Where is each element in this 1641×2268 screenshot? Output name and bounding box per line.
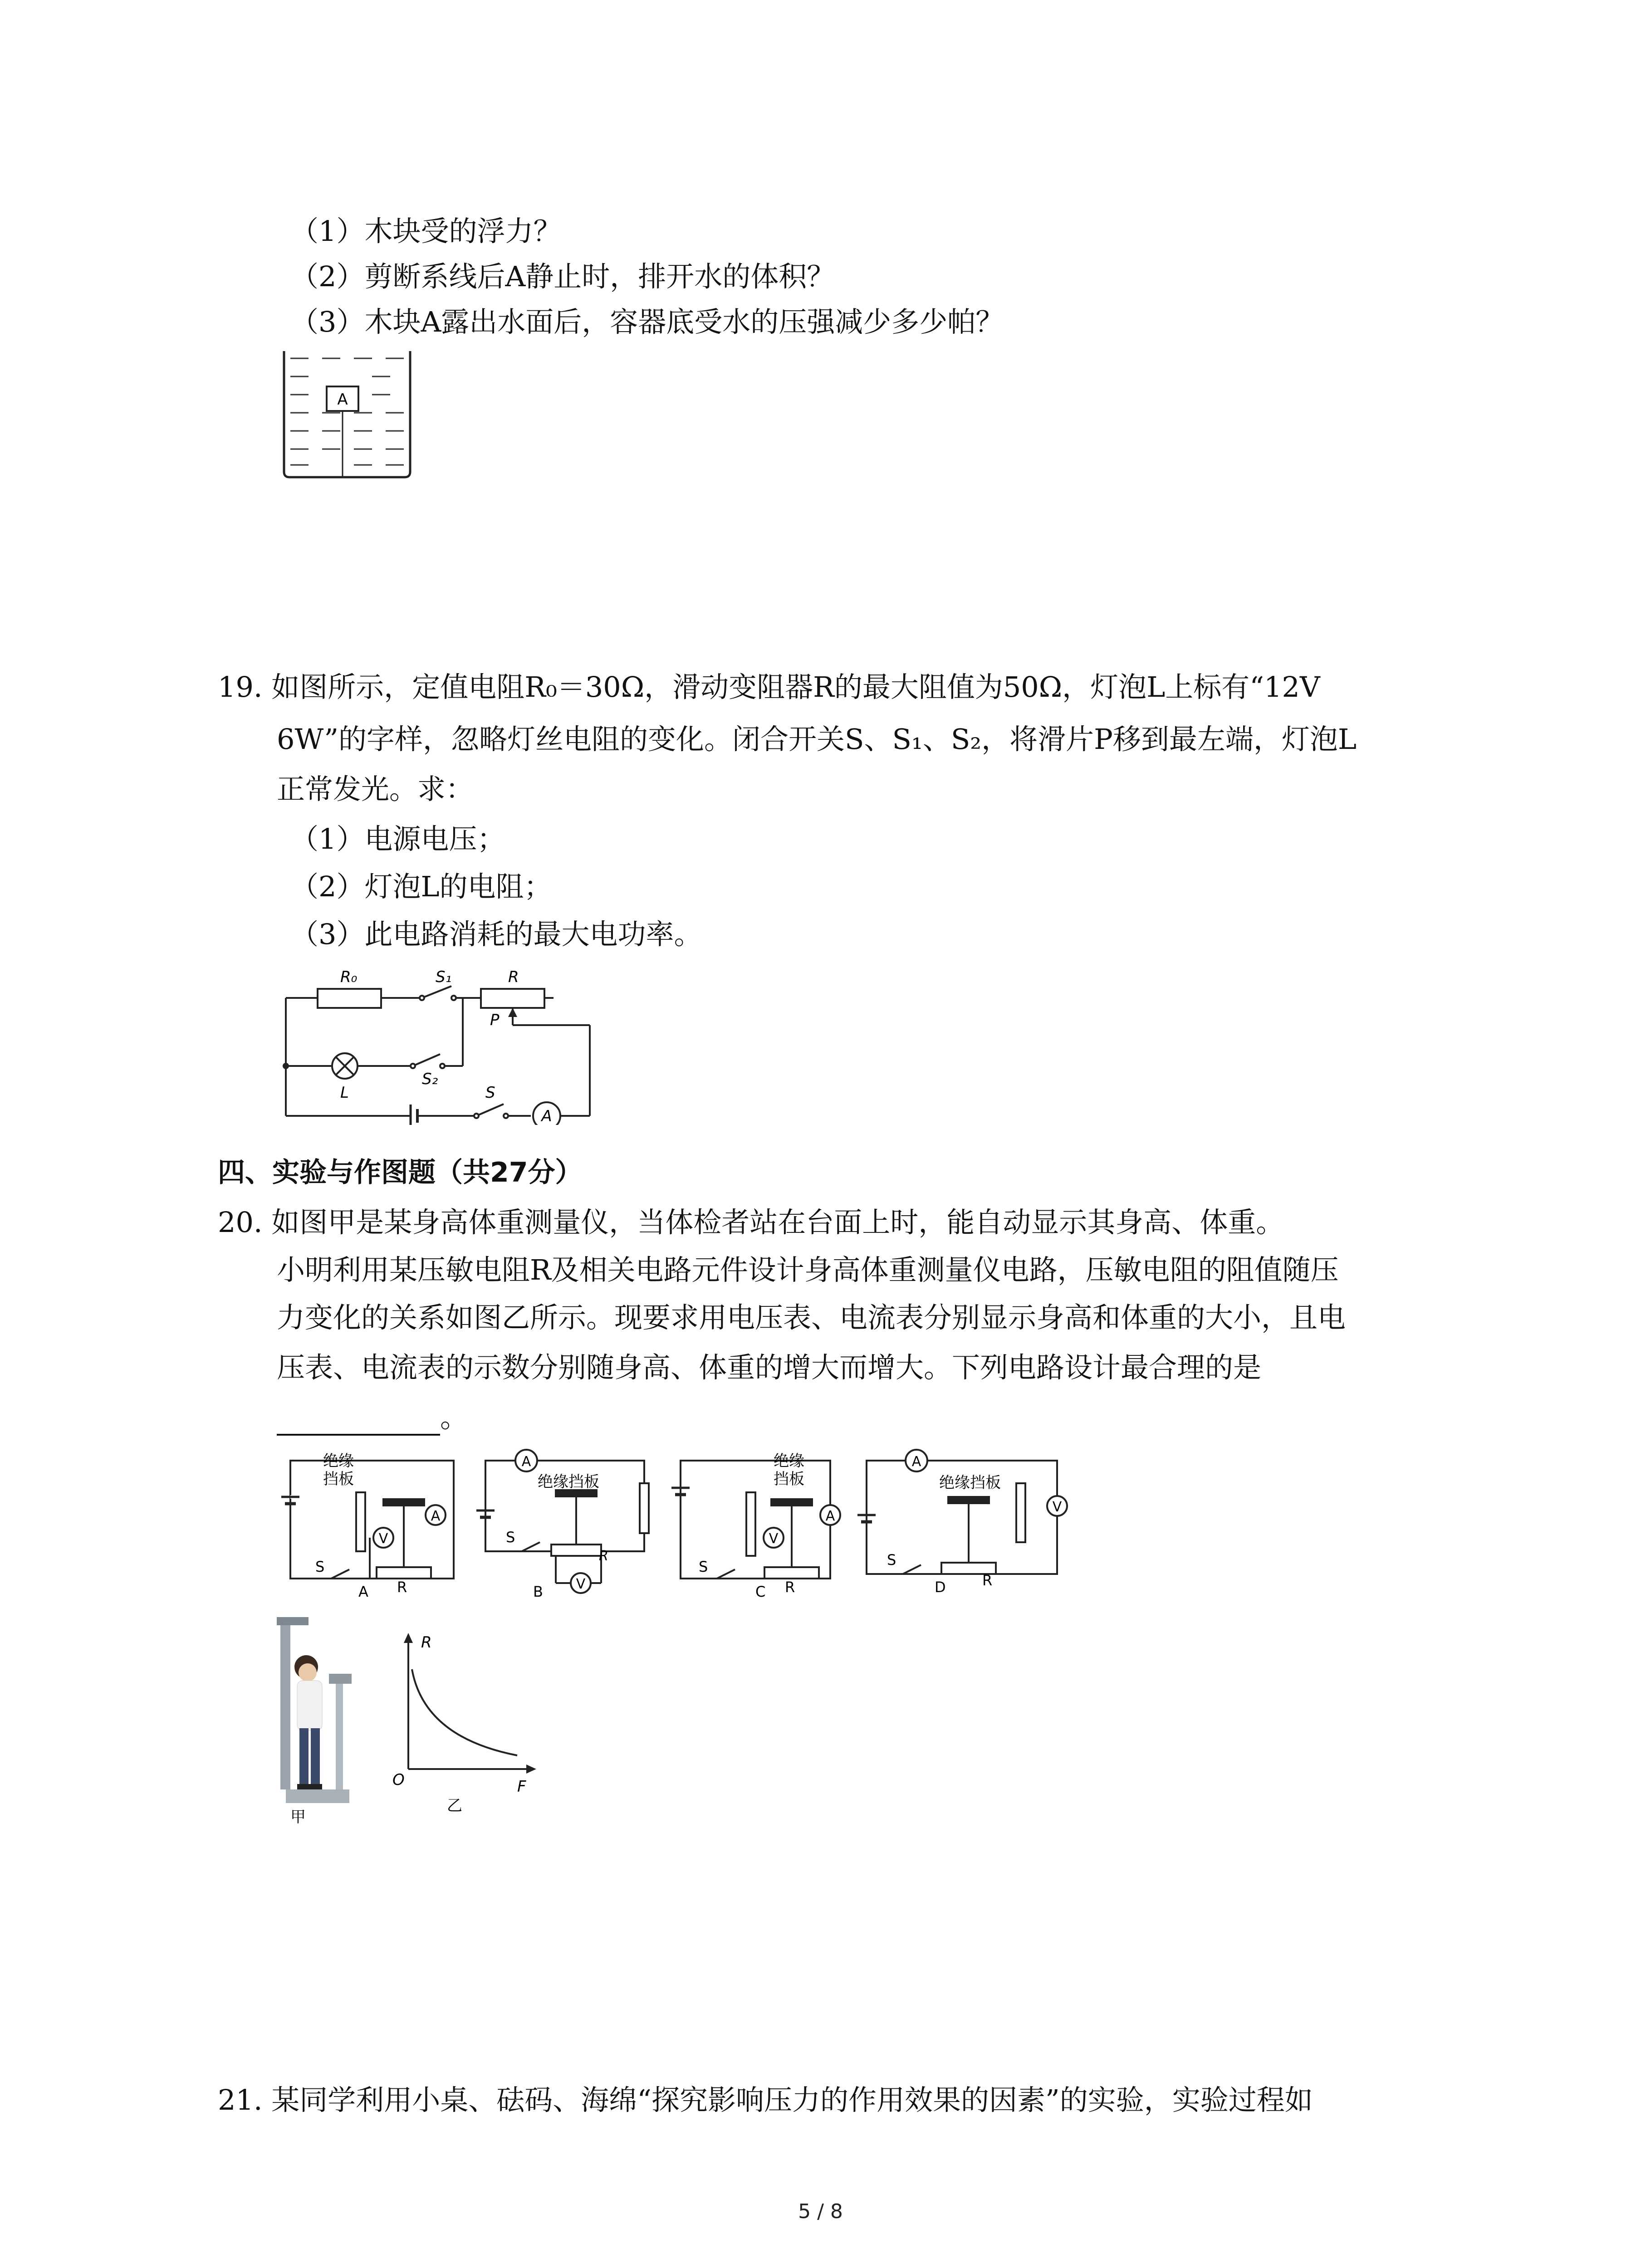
svg-text:V: V [769, 1531, 779, 1547]
plate-label-d: 绝缘挡板 [939, 1474, 1001, 1492]
svg-text:A: A [358, 1583, 368, 1600]
q20-line1: 20. 如图甲是某身高体重测量仪，当体检者站在台面上时，能自动显示其身高、体重。 [218, 1206, 1284, 1239]
svg-text:L: L [340, 1084, 349, 1102]
answer-blank[interactable] [277, 1407, 440, 1436]
svg-text:R₀: R₀ [340, 968, 358, 986]
q18-sub1: （1）木块受的浮力？ [290, 215, 562, 248]
svg-text:挡板: 挡板 [774, 1470, 804, 1488]
svg-text:挡板: 挡板 [323, 1470, 354, 1488]
q19-sub2: （2）灯泡L的电阻； [290, 870, 552, 903]
block-label: A [337, 391, 348, 409]
q18-container-figure [281, 349, 413, 483]
q19-line2: 6W”的字样，忽略灯丝电阻的变化。闭合开关S、S₁、S₂，将滑片P移到最左端，灯泡L [277, 723, 1357, 756]
graph-origin: O [392, 1771, 405, 1789]
q20-answer-line: 。 [277, 1399, 468, 1436]
svg-text:V: V [1052, 1499, 1062, 1515]
q21-line1: 21. 某同学利用小桌、砝码、海绵“探究影响压力的作用效果的因素”的实验，实验过程如 [218, 2083, 1313, 2116]
svg-text:S: S [315, 1558, 325, 1575]
plate-label-a: 绝缘 [323, 1452, 354, 1470]
svg-text:B: B [533, 1583, 543, 1600]
svg-text:A: A [541, 1107, 552, 1125]
graph-caption: 乙 [447, 1797, 462, 1815]
q19-sub3: （3）此电路消耗的最大电功率。 [290, 918, 702, 951]
svg-text:S₁: S₁ [436, 968, 452, 986]
q18-sub3: （3）木块A露出水面后，容器底受水的压强减少多少帕？ [290, 305, 1004, 338]
q20-line2: 小明利用某压敏电阻R及相关电路元件设计身高体重测量仪电路，压敏电阻的阻值随压 [277, 1253, 1339, 1286]
q20-line4: 压表、电流表的示数分别随身高、体重的增大而增大。下列电路设计最合理的是 [277, 1351, 1262, 1384]
svg-text:V: V [576, 1576, 586, 1592]
svg-text:S: S [887, 1551, 896, 1569]
svg-text:C: C [755, 1583, 766, 1600]
q19-sub1: （1）电源电压； [290, 822, 505, 855]
svg-text:A: A [911, 1454, 921, 1470]
q19-line3: 正常发光。求： [277, 772, 474, 806]
resistance-force-graph [381, 1628, 544, 1821]
q19-line1: 19. 如图所示，定值电阻R₀＝30Ω，滑动变阻器R的最大阻值为50Ω，灯泡L上标有“12V [218, 670, 1320, 704]
q18-sub2: （2）剪断系线后A静止时，排开水的体积？ [290, 260, 835, 293]
svg-text:绝缘: 绝缘 [774, 1452, 804, 1470]
svg-text:R: R [397, 1579, 407, 1596]
svg-text:V: V [378, 1531, 388, 1547]
page-number: 5 / 8 [798, 2200, 843, 2223]
svg-text:A: A [825, 1508, 835, 1524]
section-heading: 四、实验与作图题（共27分） [218, 1157, 583, 1188]
svg-text:A: A [521, 1454, 531, 1470]
svg-text:R: R [599, 1548, 608, 1564]
q20-circuit-options [281, 1447, 1125, 1617]
svg-text:S: S [699, 1558, 708, 1575]
svg-text:P: P [490, 1011, 500, 1029]
height-weight-scale-photo [272, 1613, 363, 1828]
svg-text:S: S [485, 1084, 495, 1102]
q20-line3: 力变化的关系如图乙所示。现要求用电压表、电流表分别显示身高和体重的大小，且电 [277, 1301, 1346, 1334]
graph-y-label: R [421, 1633, 432, 1652]
svg-text:S₂: S₂ [422, 1070, 438, 1088]
svg-text:R: R [785, 1579, 795, 1596]
graph-x-label: F [517, 1778, 526, 1796]
svg-text:S: S [506, 1529, 515, 1546]
svg-text:R: R [982, 1572, 993, 1589]
svg-text:A: A [431, 1508, 441, 1524]
photo-caption: 甲 [290, 1808, 306, 1826]
svg-text:R: R [508, 968, 519, 986]
svg-text:D: D [935, 1579, 946, 1596]
q19-circuit-figure [272, 957, 599, 1127]
plate-label-b: 绝缘挡板 [538, 1473, 599, 1491]
